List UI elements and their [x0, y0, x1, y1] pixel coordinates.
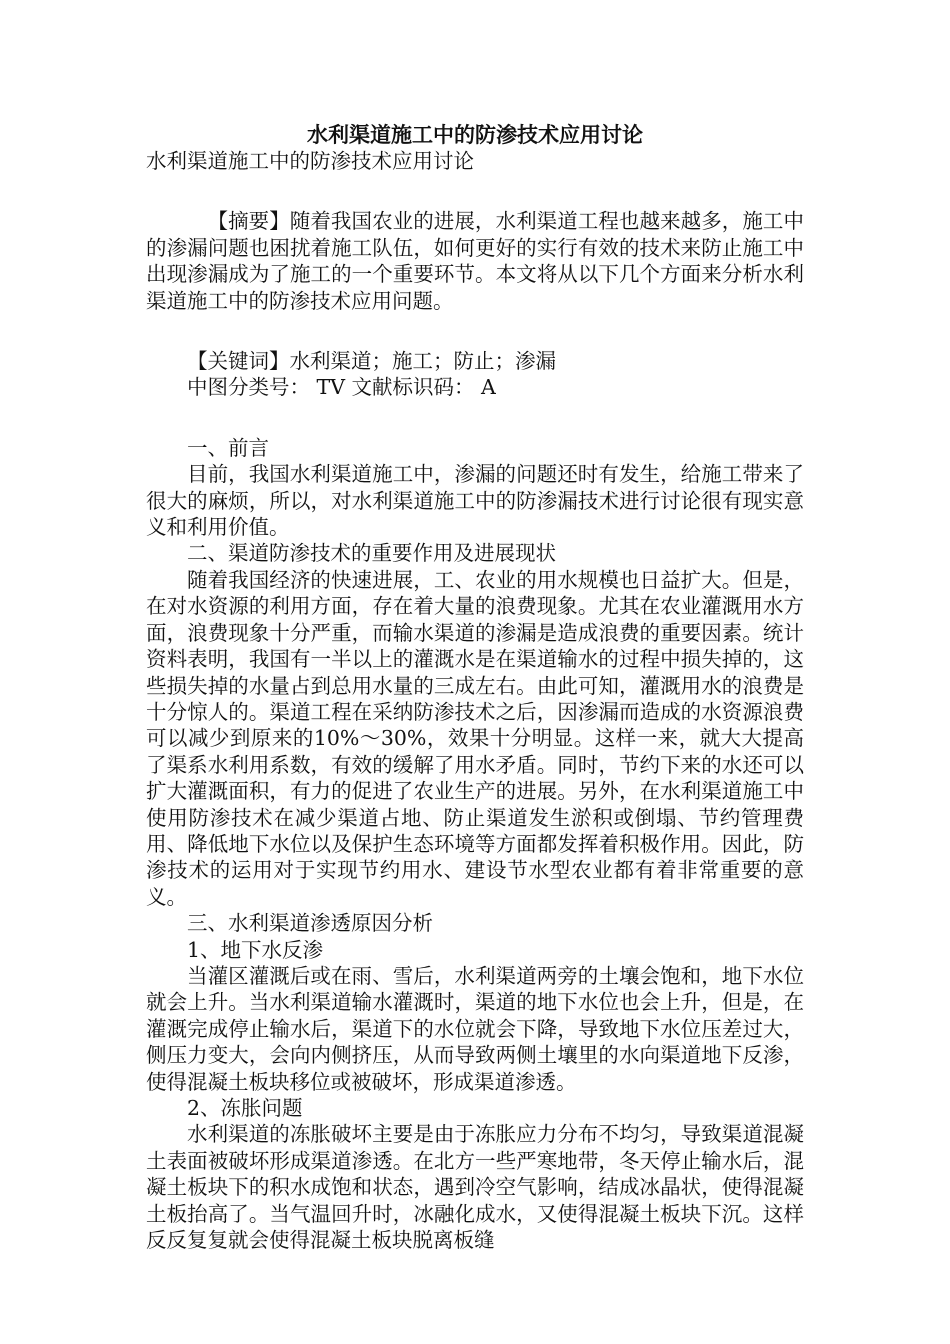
section-1-paragraph: 目前，我国水利渠道施工中，渗漏的问题还时有发生，给施工带来了很大的麻烦，所以，对水利渠道施工中的防渗漏技术进行讨论很有现实意义和利用价值。	[146, 462, 804, 540]
subsection-3-1-paragraph: 当灌区灌溉后或在雨、雪后，水利渠道两旁的土壤会饱和，地下水位就会上升。当水利渠道输水灌溉时，渠道的地下水位也会上升，但是，在灌溉完成停止输水后，渠道下的水位就会下降，导致地下水位压差过大，侧压力变大，会向内侧挤压，从而导致两侧土壤里的水向渠道地下反渗，使得混凝土板块移位或被破坏，形成渠道渗透。	[146, 963, 804, 1094]
subsection-heading-3-2: 2、冻胀问题	[187, 1096, 303, 1120]
spacer	[146, 314, 804, 348]
spacer	[146, 401, 804, 435]
classification-line: 中图分类号： TV 文献标识码： A	[187, 375, 496, 400]
document-subtitle: 水利渠道施工中的防渗技术应用讨论	[146, 149, 474, 173]
abstract-paragraph: 【摘要】随着我国农业的进展，水利渠道工程也越来越多，施工中的渗漏问题也困扰着施工队伍，如何更好的实行有效的技术来防止施工中出现渗漏成为了施工的一个重要环节。本文将从以下几个方面来分析水利渠道施工中的防渗技术应用问题。	[146, 209, 804, 313]
section-heading-1: 一、前言	[187, 435, 269, 460]
subsection-heading-3-1: 1、地下水反渗	[187, 937, 324, 962]
section-2-paragraph: 随着我国经济的快速进展，工、农业的用水规模也日益扩大。但是，在对水资源的利用方面，存在着大量的浪费现象。尤其在农业灌溉用水方面，浪费现象十分严重，而输水渠道的渗漏是造成浪费的重要因素。统计资料表明，我国有一半以上的灌溉水是在渠道输水的过程中损失掉的，这些损失掉的水量占到总用水量的三成左右。由此可知，灌溉用水的浪费是十分惊人的。渠道工程在采纳防渗技术之后，因渗漏而造成的水资源浪费可以减少到原来的10%～30%，效果十分明显。这样一来，就大大提高了渠系水利用系数，有效的缓解了用水矛盾。同时，节约下来的水还可以扩大灌溉面积，有力的促进了农业生产的进展。另外，在水利渠道施工中使用防渗技术在减少渠道占地、防止渠道发生淤积或倒塌、节约管理费用、降低地下水位以及保护生态环境等方面都发挥着积极作用。因此，防渗技术的运用对于实现节约用水、建设节水型农业都有着非常重要的意义。	[146, 567, 804, 909]
section-heading-3: 三、水利渠道渗透原因分析	[187, 911, 433, 936]
document-body	[146, 148, 804, 1253]
keywords-line: 【关键词】水利渠道；施工；防止；渗漏	[187, 349, 556, 374]
spacer	[146, 174, 804, 208]
subsection-3-2-paragraph: 水利渠道的冻胀破坏主要是由于冻胀应力分布不均匀，导致渠道混凝土表面被破坏形成渠道渗透。在北方一些严寒地带，冬天停止输水后，混凝土板块下的积水成饱和状态，遇到冷空气影响，结成冰晶状，使得混凝土板抬高了。当气温回升时，冰融化成水，又使得混凝土板块下沉。这样反反复复就会使得混凝土板块脱离板缝	[146, 1122, 804, 1253]
document-title: 水利渠道施工中的防渗技术应用讨论	[307, 123, 643, 147]
section-heading-2: 二、渠道防渗技术的重要作用及进展现状	[187, 541, 556, 566]
